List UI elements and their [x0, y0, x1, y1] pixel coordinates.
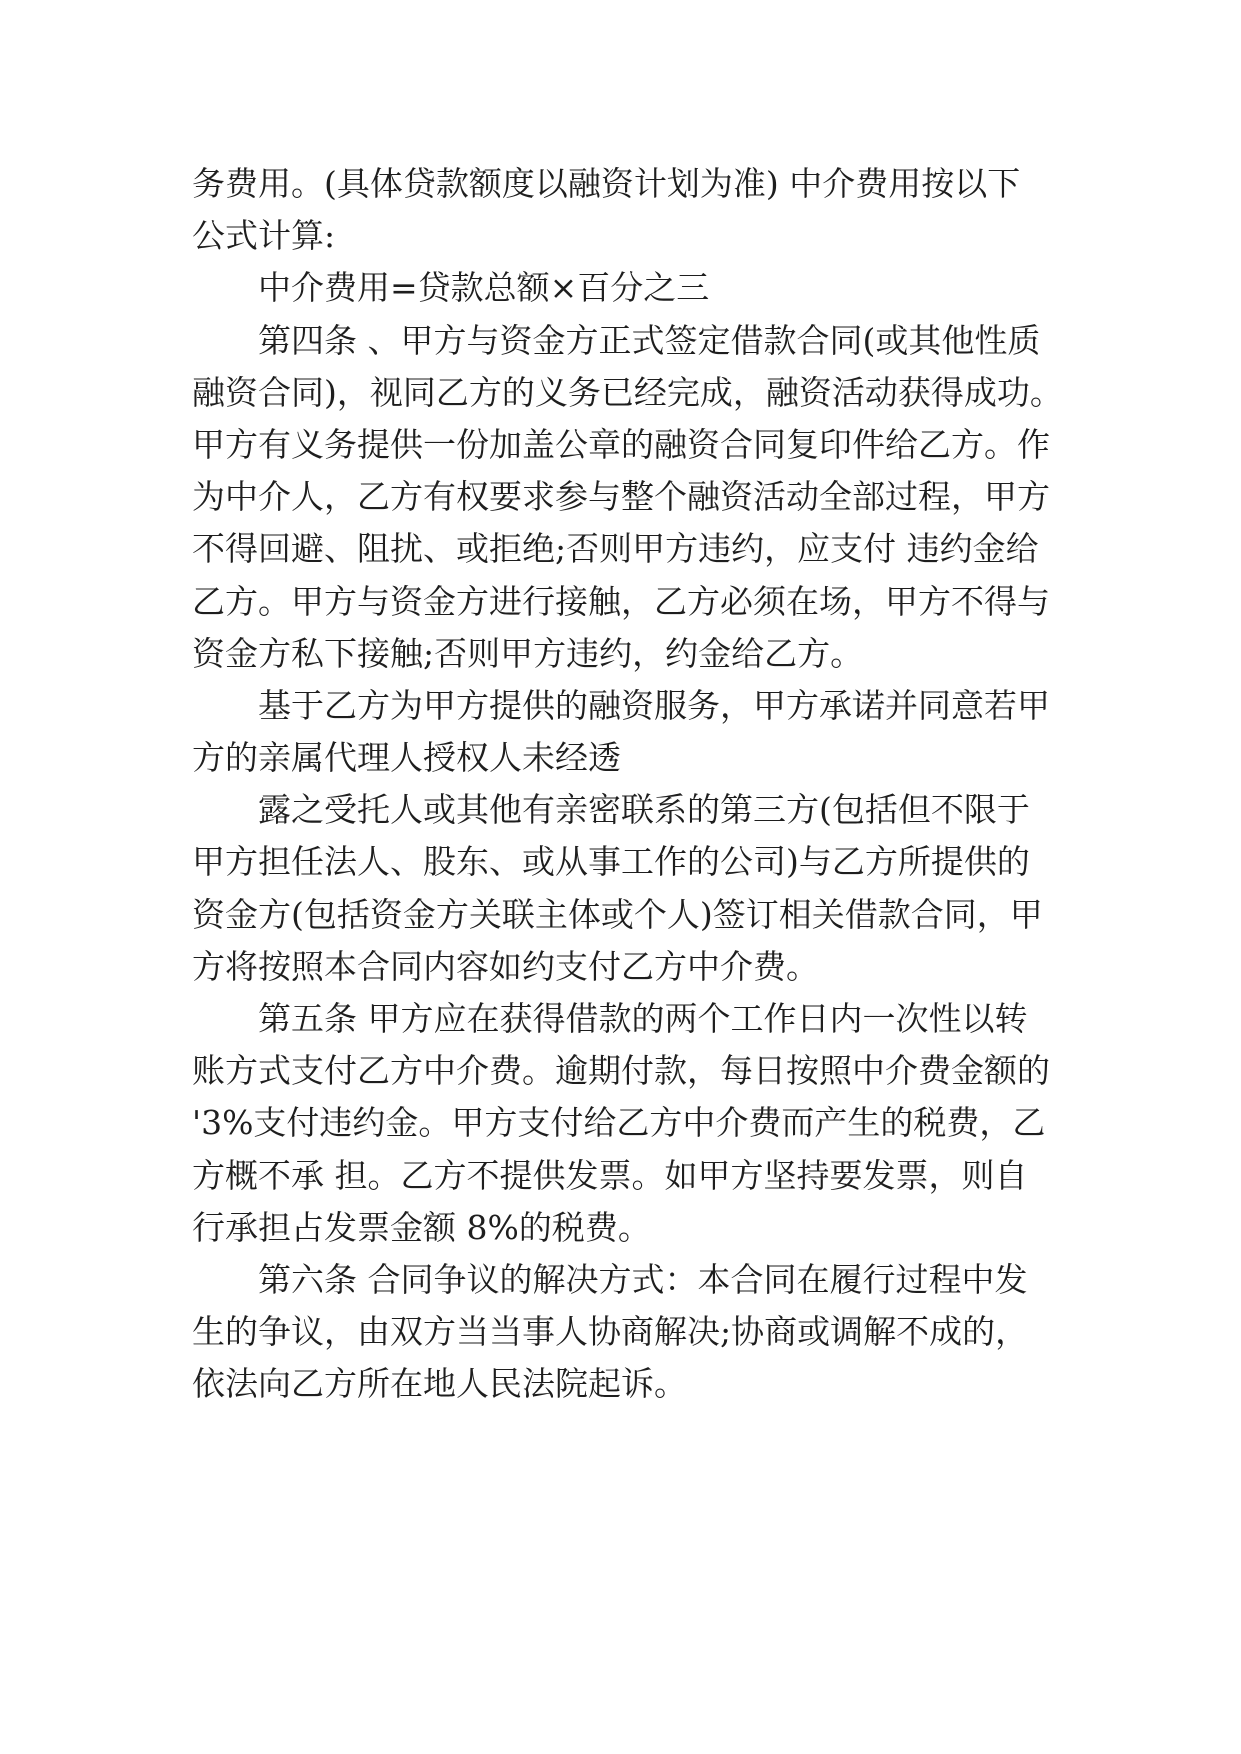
text-line-3: 中介费用=贷款总额×百分之三: [258, 268, 710, 308]
text-line-12: 方的亲属代理人授权人未经透: [192, 738, 621, 778]
text-line-13: 露之受托人或其他有亲密联系的第三方(包括但不限于: [258, 790, 1030, 830]
text-line-1: 务费用。(具体贷款额度以融资计划为准) 中介费用按以下: [192, 164, 1021, 203]
text-line-2: 公式计算:: [192, 216, 336, 256]
text-line-9: 乙方。甲方与资金方进行接触，乙方必须在场，甲方不得与: [192, 581, 1050, 621]
text-line-6: 甲方有义务提供一份加盖公章的融资合同复印件给乙方。作: [192, 424, 1050, 464]
text-line-7: 为中介人，乙方有权要求参与整个融资活动全部过程，甲方: [192, 477, 1050, 517]
text-line-23: 生的争议，由双方当当事人协商解决;协商或调解不成的，: [192, 1312, 1029, 1352]
text-line-14: 甲方担任法人、股东、或从事工作的公司)与乙方所提供的: [192, 842, 1030, 882]
text-line-19: '3%支付违约金。甲方支付给乙方中介费而产生的税费，乙: [192, 1103, 1046, 1143]
text-line-4: 第四条 、甲方与资金方正式签定借款合同(或其他性质: [258, 320, 1041, 360]
text-line-8: 不得回避、阻扰、或拒绝;否则甲方违约，应支付 违约金给: [192, 529, 1039, 569]
text-line-21: 行承担占发票金额 8%的税费。: [192, 1207, 651, 1247]
text-line-10: 资金方私下接触;否则甲方违约，约金给乙方。: [192, 633, 864, 673]
text-line-20: 方概不承 担。乙方不提供发票。如甲方坚持要发票，则自: [192, 1155, 1028, 1195]
contract-text-body: [192, 158, 1072, 1411]
text-line-22: 第六条 合同争议的解决方式：本合同在履行过程中发: [258, 1259, 1028, 1299]
text-line-17: 第五条 甲方应在获得借款的两个工作日内一次性以转: [258, 999, 1028, 1038]
text-line-16: 方将按照本合同内容如约支付乙方中介费。: [192, 946, 819, 986]
text-line-15: 资金方(包括资金方关联主体或个人)签订相关借款合同，甲: [192, 894, 1043, 934]
text-line-18: 账方式支付乙方中介费。逾期付款，每日按照中介费金额的: [192, 1051, 1050, 1091]
text-line-24: 依法向乙方所在地人民法院起诉。: [192, 1364, 687, 1404]
text-line-5: 融资合同)，视同乙方的义务已经完成，融资活动获得成功。: [192, 372, 1063, 412]
text-line-11: 基于乙方为甲方提供的融资服务，甲方承诺并同意若甲: [258, 685, 1050, 725]
